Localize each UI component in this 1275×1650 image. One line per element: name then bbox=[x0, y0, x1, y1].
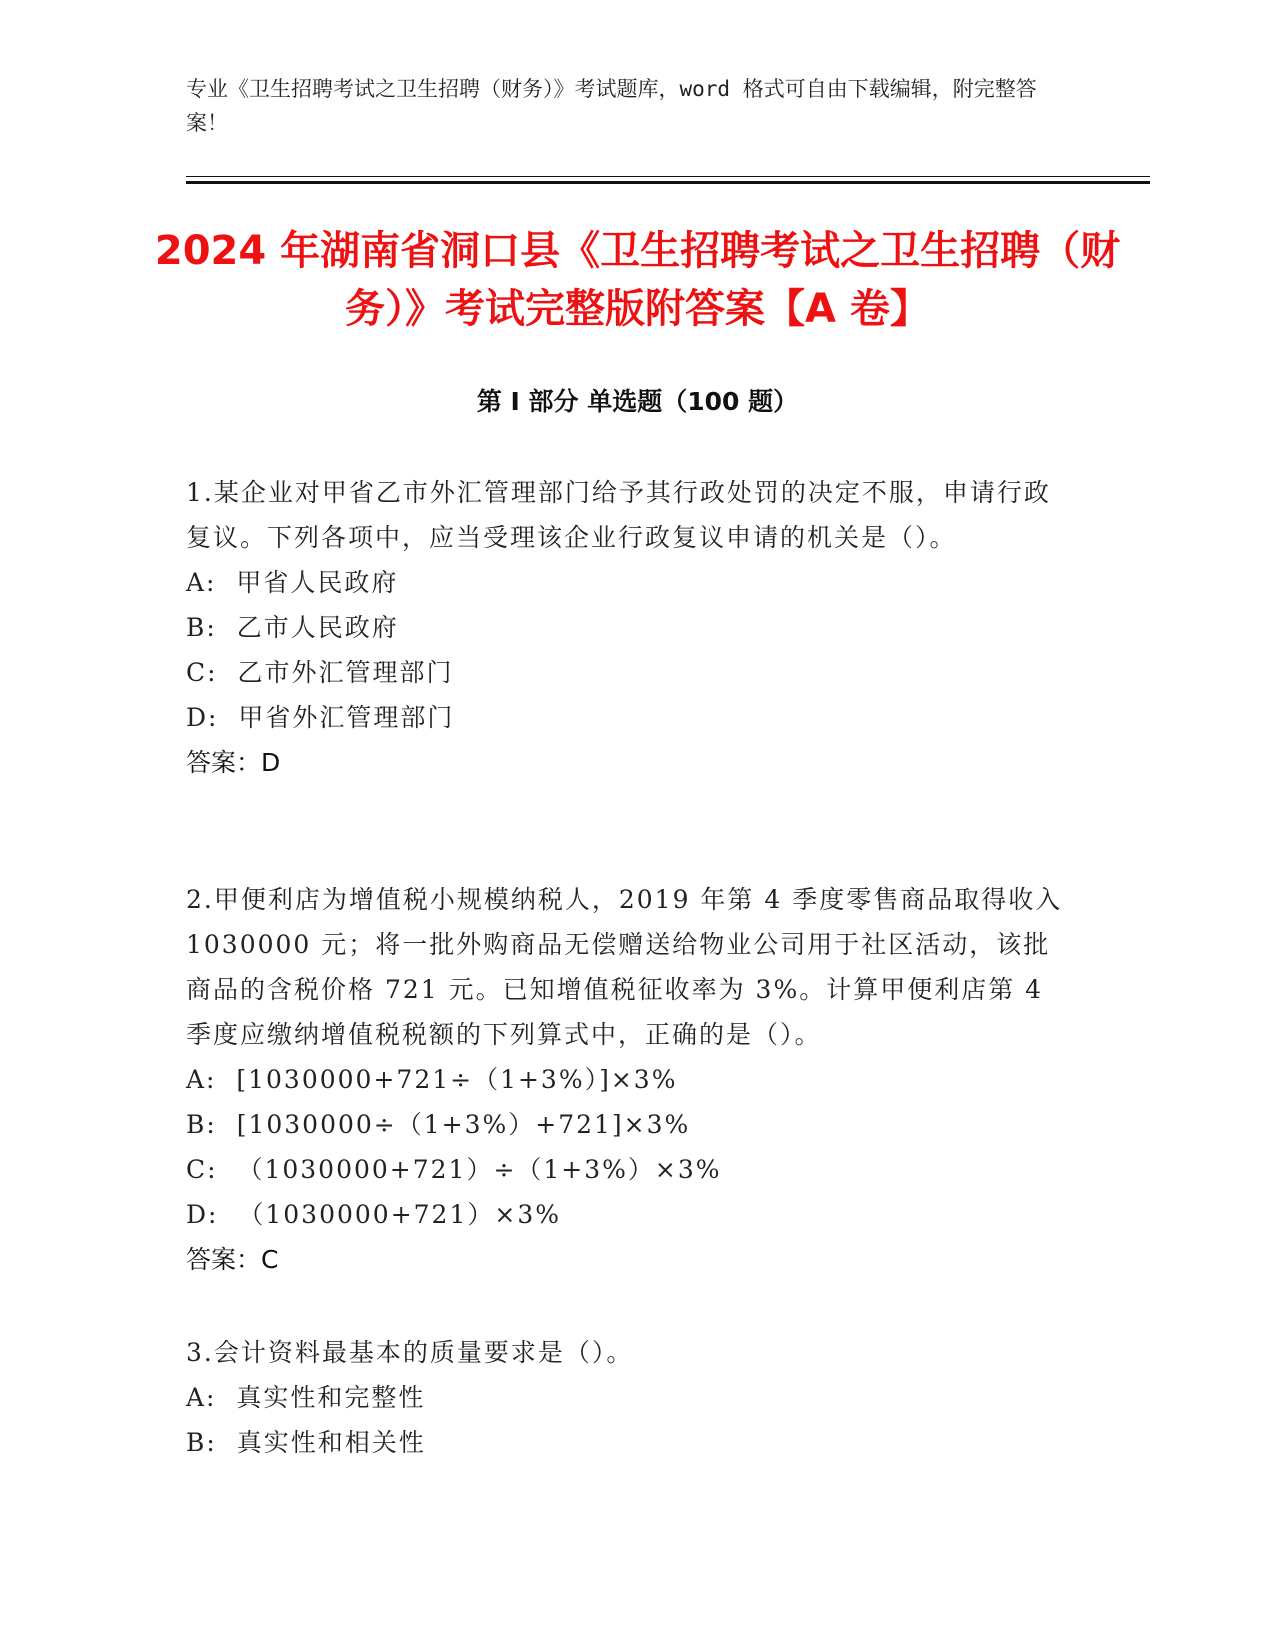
option-a: A: 甲省人民政府 bbox=[186, 568, 399, 597]
answer: 答案：C bbox=[186, 1245, 279, 1274]
question-stem: 1.某企业对甲省乙市外汇管理部门给予其行政处罚的决定不服，申请行政复议。下列各项中，应当受理该企业行政复议申请的机关是（）。 bbox=[186, 478, 1051, 552]
option-b: B: 真实性和相关性 bbox=[186, 1428, 426, 1457]
document-title: 2024 年湖南省洞口县《卫生招聘考试之卫生招聘（财务）》考试完整版附答案【A 卷】 bbox=[154, 228, 1121, 332]
header-rule-thin bbox=[186, 176, 1150, 177]
option-b: B: 乙市人民政府 bbox=[186, 613, 399, 642]
question-3 bbox=[186, 1330, 1066, 1465]
question-stem: 2.甲便利店为增值税小规模纳税人，2019 年第 4 季度零售商品取得收入 1030000 元；将一批外购商品无偿赠送给物业公司用于社区活动，该批商品的含税价格 721 元。已知增值税征收率为 3%。计算甲便利店第 4 季度应缴纳增值税税额的下列算式中，正确的是（）。 bbox=[186, 885, 1063, 1049]
option-c: C: （1030000+721）÷（1+3%）×3% bbox=[186, 1155, 722, 1184]
section-title: 第 I 部分 单选题（100 题） bbox=[476, 387, 799, 416]
option-a: A: [1030000+721÷（1+3%）]×3% bbox=[186, 1065, 678, 1094]
option-d: D: （1030000+721）×3% bbox=[186, 1200, 561, 1229]
question-stem: 3.会计资料最基本的质量要求是（）。 bbox=[186, 1338, 634, 1367]
option-d: D: 甲省外汇管理部门 bbox=[186, 703, 455, 732]
header-rule-thick bbox=[186, 181, 1150, 184]
question-2 bbox=[186, 877, 1066, 1282]
answer: 答案：D bbox=[186, 748, 281, 777]
header-note: 专业《卫生招聘考试之卫生招聘（财务）》考试题库，word 格式可自由下载编辑，附完整答案！ bbox=[186, 77, 1037, 135]
option-b: B: [1030000÷（1+3%）+721]×3% bbox=[186, 1110, 691, 1139]
option-a: A: 真实性和完整性 bbox=[186, 1383, 426, 1412]
option-c: C: 乙市外汇管理部门 bbox=[186, 658, 454, 687]
question-1 bbox=[186, 470, 1066, 785]
